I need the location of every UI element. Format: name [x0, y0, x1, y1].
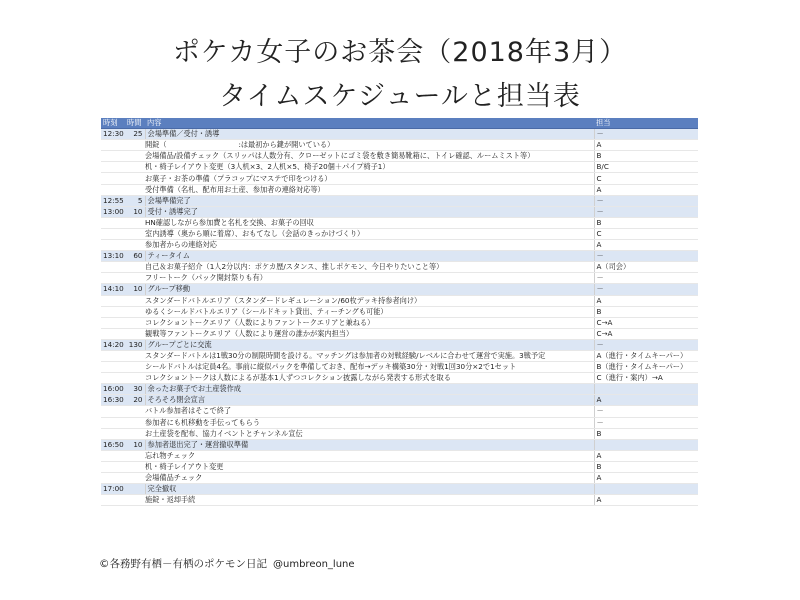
row-time: 16:30 — [103, 395, 124, 405]
schedule-task-row — [101, 406, 698, 417]
row-content: 忘れ物チェック — [101, 450, 594, 461]
row-content: 余ったお菓子でお土産袋作成 — [145, 384, 594, 395]
row-staff: － — [594, 284, 698, 295]
row-staff: B/C — [594, 162, 698, 173]
schedule-rows — [101, 129, 698, 506]
schedule-group-row — [101, 439, 698, 450]
row-content: フリートーク（パック開封祭りも有） — [101, 273, 594, 284]
schedule-task-row — [101, 350, 698, 361]
row-content: そろそろ閉会宣言 — [145, 395, 594, 406]
row-staff: C — [594, 228, 698, 239]
schedule-task-row — [101, 417, 698, 428]
row-content: 参加者からの連絡対応 — [101, 240, 594, 251]
row-staff — [594, 439, 698, 450]
row-content: お土産袋を配布、協力イベントとチャンネル宣伝 — [101, 428, 594, 439]
row-staff: － — [594, 251, 698, 262]
copyright-text: ©各務野有栖－有栖のポケモン日記 — [99, 558, 267, 570]
schedule-task-row — [101, 184, 698, 195]
row-staff: A（司会） — [594, 262, 698, 273]
row-content: ティータイム — [145, 251, 594, 262]
row-time: 13:00 — [103, 206, 124, 216]
schedule-task-row — [101, 295, 698, 306]
credit-line — [99, 556, 355, 571]
row-content: HN確認しながら参加費と名札を交換、お菓子の回収 — [101, 217, 594, 228]
row-content: お菓子・お茶の準備（プラコップにマステで印をつける） — [101, 173, 594, 184]
row-time: 16:50 — [103, 439, 124, 449]
schedule-task-row — [101, 461, 698, 472]
row-content: コレクショントークエリア（人数によりファントークエリアと兼ねる） — [101, 317, 594, 328]
header-time: 時刻 — [101, 118, 125, 129]
row-time: 14:20 — [103, 339, 124, 349]
header-content: 内容 — [145, 118, 594, 129]
row-duration: 20 — [125, 395, 145, 406]
row-time: 16:00 — [103, 384, 124, 394]
header-staff: 担当 — [594, 118, 698, 129]
row-staff: － — [594, 273, 698, 284]
row-content: スタンダードバトルは1戦30分の制限時間を設ける。マッチングは参加者の対戦経験/レベルに合わせて運営で実施。3戦予定 — [101, 350, 594, 361]
row-staff: B — [594, 306, 698, 317]
row-content: 会場備品チェック — [101, 473, 594, 484]
schedule-task-row — [101, 473, 698, 484]
row-duration: 130 — [125, 339, 145, 350]
table-header-row — [101, 118, 698, 129]
row-content: 施錠・返却手続 — [101, 495, 594, 506]
row-content: 完全撤収 — [145, 484, 594, 495]
row-staff: A — [594, 450, 698, 461]
row-staff: B — [594, 217, 698, 228]
schedule-group-row — [101, 195, 698, 206]
header-duration: 時間 — [125, 118, 145, 129]
schedule-task-row — [101, 240, 698, 251]
row-time: 14:10 — [103, 284, 124, 294]
row-duration: 10 — [125, 206, 145, 217]
row-staff — [594, 484, 698, 495]
row-staff: C→A — [594, 328, 698, 339]
row-time: 12:55 — [103, 195, 124, 205]
schedule-task-row — [101, 450, 698, 461]
row-content: 受付準備（名札、配布用お土産、参加者の連絡対応等） — [101, 184, 594, 195]
row-staff: － — [594, 129, 698, 140]
row-staff: C→A — [594, 317, 698, 328]
row-duration — [125, 484, 145, 495]
schedule-task-row — [101, 428, 698, 439]
schedule-task-row — [101, 262, 698, 273]
schedule-group-row — [101, 339, 698, 350]
schedule-group-row — [101, 384, 698, 395]
row-duration: 10 — [125, 439, 145, 450]
row-staff: － — [594, 195, 698, 206]
schedule-task-row — [101, 228, 698, 239]
row-content: コレクショントークは人数によるが基本1人ずつコレクション披露しながら発表する形式を取る — [101, 373, 594, 384]
row-time: 13:10 — [103, 251, 124, 261]
row-content: 自己＆お菓子紹介（1人2分以内：ポケカ歴/スタンス、推しポケモン、今日やりたいこと等） — [101, 262, 594, 273]
schedule-group-row — [101, 484, 698, 495]
row-duration: 25 — [125, 129, 145, 140]
row-content: シールドバトルは定員4名。事前に縦似パックを準備しておき、配布→デッキ構築30分・対戦1回30分×2で1セット — [101, 362, 594, 373]
row-time: 12:30 — [103, 129, 124, 139]
schedule-table — [101, 118, 698, 506]
row-duration: 5 — [125, 195, 145, 206]
schedule-task-row — [101, 362, 698, 373]
schedule-task-row — [101, 373, 698, 384]
row-staff: A — [594, 240, 698, 251]
row-staff: A — [594, 495, 698, 506]
row-staff: A — [594, 473, 698, 484]
row-content: 机・椅子レイアウト変更 — [101, 461, 594, 472]
row-staff: － — [594, 406, 698, 417]
row-content: バトル参加者はそこで終了 — [101, 406, 594, 417]
row-content: 会場準備完了 — [145, 195, 594, 206]
schedule-group-row — [101, 206, 698, 217]
schedule-task-row — [101, 328, 698, 339]
schedule-group-row — [101, 251, 698, 262]
schedule-task-row — [101, 217, 698, 228]
row-staff: A — [594, 395, 698, 406]
twitter-handle: @umbreon_lune — [273, 559, 355, 570]
row-staff: － — [594, 206, 698, 217]
row-content: 会場備品/設備チェック（スリッパは人数分有、クローゼットにゴミ袋を敷き簡易靴箱に、トイレ確認、ルームミスト等） — [101, 151, 594, 162]
row-duration: 60 — [125, 251, 145, 262]
row-staff: C（進行・案内）→A — [594, 373, 698, 384]
row-staff — [594, 384, 698, 395]
row-staff: B — [594, 428, 698, 439]
row-content: グループごとに交流 — [145, 339, 594, 350]
row-staff: A — [594, 184, 698, 195]
row-duration: 10 — [125, 284, 145, 295]
row-content: ゆるくシールドバトルエリア（シールドキット貸出、ティーチングも可能） — [101, 306, 594, 317]
schedule-task-row — [101, 495, 698, 506]
schedule-task-row — [101, 162, 698, 173]
row-staff: A — [594, 295, 698, 306]
row-content: 開錠（ :は最初から鍵が開いている） — [101, 140, 594, 151]
row-staff: － — [594, 339, 698, 350]
schedule-task-row — [101, 173, 698, 184]
row-content: 会場準備／受付・誘導 — [145, 129, 594, 140]
schedule-task-row — [101, 273, 698, 284]
row-staff: C — [594, 173, 698, 184]
schedule-task-row — [101, 317, 698, 328]
row-staff: B — [594, 461, 698, 472]
schedule-task-row — [101, 151, 698, 162]
schedule-task-row — [101, 140, 698, 151]
row-staff: － — [594, 417, 698, 428]
row-content: 室内誘導（奥から順に着席）、おもてなし（会話のきっかけづくり） — [101, 228, 594, 239]
row-content: グループ移動 — [145, 284, 594, 295]
row-content: 机・椅子レイアウト変更（3人机×3、2人机×5、椅子20個＋パイプ椅子1） — [101, 162, 594, 173]
row-content: 受付・誘導完了 — [145, 206, 594, 217]
schedule-task-row — [101, 306, 698, 317]
row-staff: B — [594, 151, 698, 162]
row-staff: A — [594, 140, 698, 151]
schedule-group-row — [101, 284, 698, 295]
schedule-group-row — [101, 395, 698, 406]
page-title: ポケカ女子のお茶会（2018年3月） — [172, 37, 628, 68]
page-subtitle: タイムスケジュールと担当表 — [219, 81, 581, 112]
row-staff: B（進行・タイムキーパー） — [594, 362, 698, 373]
row-content: スタンダードバトルエリア（スタンダードレギュレーション/60枚デッキ持参者向け） — [101, 295, 594, 306]
schedule-group-row — [101, 129, 698, 140]
row-content: 参加者退出完了・運営撤収準備 — [145, 439, 594, 450]
row-duration: 30 — [125, 384, 145, 395]
row-staff: A（進行・タイムキーパー） — [594, 350, 698, 361]
row-content: 参加者にも机移動を手伝ってもらう — [101, 417, 594, 428]
row-content: 観戦等ファントークエリア（人数により運営の誰かが案内担当） — [101, 328, 594, 339]
row-time: 17:00 — [103, 484, 124, 494]
